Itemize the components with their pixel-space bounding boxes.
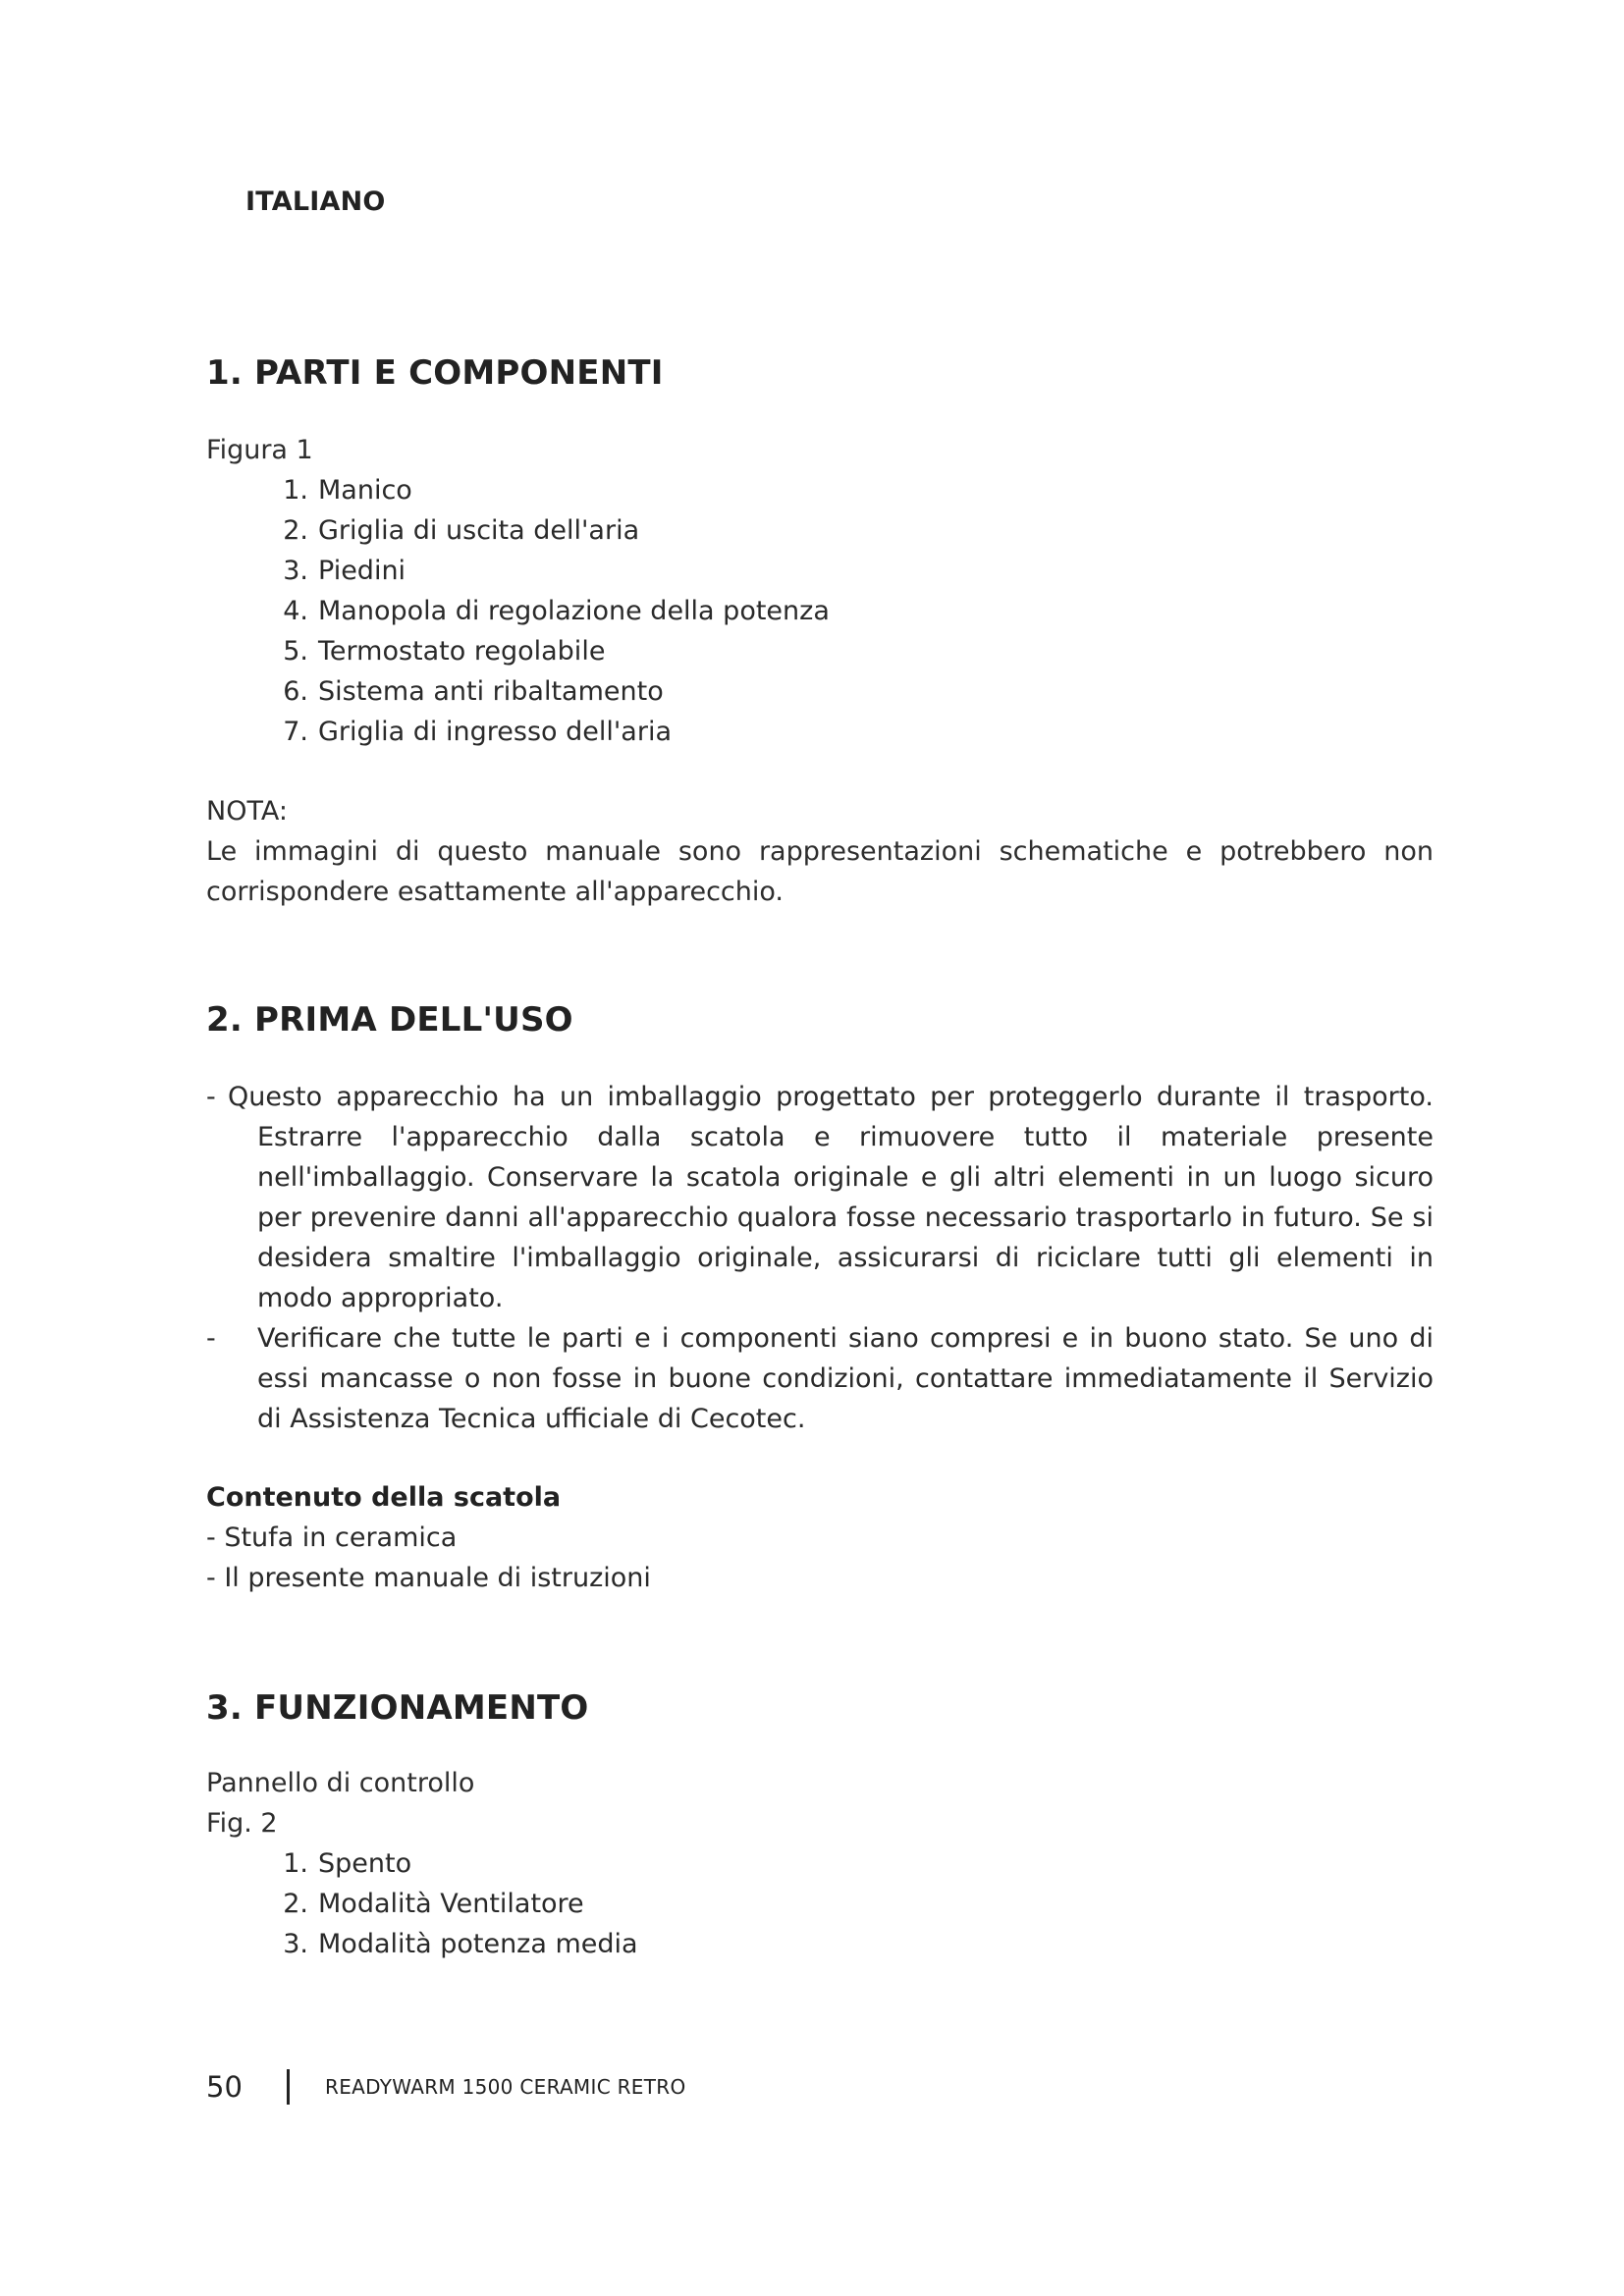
box-contents-title: Contenuto della scatola [206,1482,562,1513]
list-item: 5. Termostato regolabile [283,636,606,667]
list-item: 3. Modalità potenza media [283,1929,638,1959]
list-item: 7. Griglia di ingresso dell'aria [283,717,672,747]
figure-label: Fig. 2 [206,1808,278,1839]
section-title-operation: 3. FUNZIONAMENTO [206,1688,589,1728]
list-item: 1. Spento [283,1848,412,1879]
page-footer [206,2069,686,2105]
figure-label: Figura 1 [206,435,313,465]
box-item: - Il presente manuale di istruzioni [206,1563,651,1593]
list-item: 2. Griglia di uscita dell'aria [283,515,640,546]
product-name: READYWARM 1500 CERAMIC RETRO [325,2075,686,2099]
list-item: 1. Manico [283,475,412,506]
parts-list [206,470,1434,752]
note-label: NOTA: [206,796,288,827]
section-title-parts: 1. PARTI E COMPONENTI [206,353,664,393]
list-item: 6. Sistema anti ribaltamento [283,676,664,707]
page-number: 50 [206,2070,243,2104]
page-content [206,346,1434,1964]
bullet-item: - Verificare che tutte le parti e i componenti siano compresi e in buono stato. Se uno di essi mancasse o non fosse in buone condizioni, contattare immediatamente il Servizio di Assistenza Tecnica ufficiale di Cecotec. [206,1323,1434,1434]
footer-divider [287,2069,290,2105]
control-panel-list [206,1843,1434,1964]
bullet-item: - Questo apparecchio ha un imballaggio progettato per proteggerlo durante il trasporto. Estrarre l'apparecchio dalla scatola e rimuovere tutto il materiale presente nell'imballaggio. Conservare la scatola originale e gli altri elementi in un luogo sicuro per prevenire danni all'apparecchio qualora fosse necessario trasportarlo in futuro. Se si desidera smaltire l'imballaggio originale, assicurarsi di riciclare tutti gli elementi in modo appropriato. [206,1082,1434,1313]
list-item: 2. Modalità Ventilatore [283,1889,584,1919]
section-title-before-use: 2. PRIMA DELL'USO [206,1000,573,1040]
box-item: - Stufa in ceramica [206,1522,458,1553]
control-panel-label: Pannello di controllo [206,1768,475,1798]
note-text: Le immagini di questo manuale sono rappresentazioni schematiche e potrebbero non corrispondere esattamente all'apparecchio. [206,836,1434,907]
list-item: 4. Manopola di regolazione della potenza [283,596,830,626]
language-label: ITALIANO [245,187,386,217]
list-item: 3. Piedini [283,556,406,586]
